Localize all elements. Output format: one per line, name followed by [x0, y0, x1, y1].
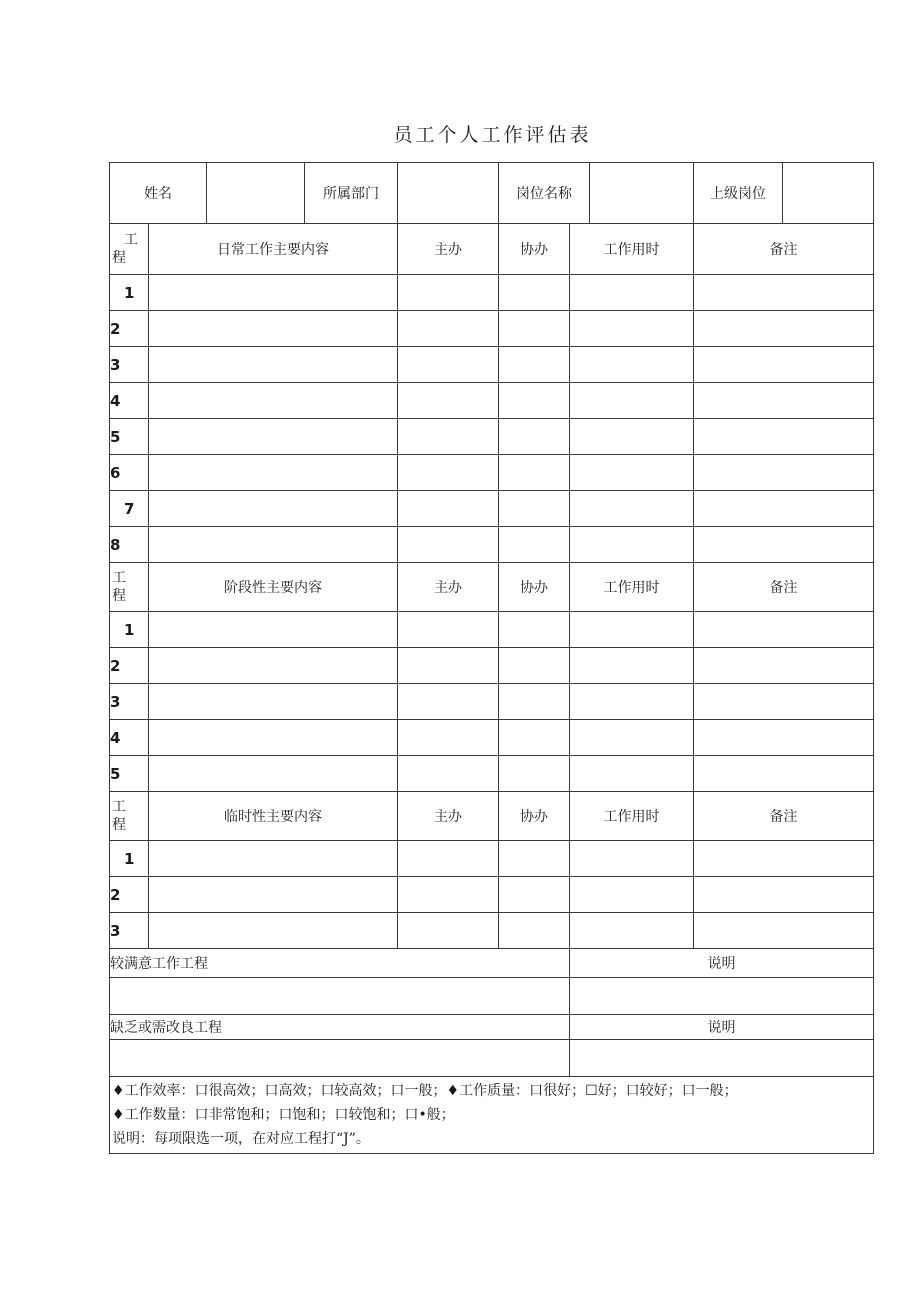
improve-label: 缺乏或需改良工程 [110, 1015, 570, 1040]
table-row [110, 275, 874, 311]
hours-cell[interactable] [570, 877, 694, 913]
assist-cell[interactable] [499, 527, 570, 563]
page-title: 员工个人工作评估表 [393, 124, 592, 146]
notes-cell[interactable] [694, 347, 874, 383]
name-label: 姓名 [110, 163, 207, 224]
table-row [110, 491, 874, 527]
assist-cell[interactable] [499, 913, 570, 949]
row-number: 6 [110, 455, 149, 491]
table-row [110, 347, 874, 383]
assist-column-header: 协办 [499, 224, 570, 275]
row-number: 1 [110, 612, 149, 648]
satisfied-input-row [110, 978, 874, 1015]
hours-cell[interactable] [570, 612, 694, 648]
hours-cell[interactable] [570, 491, 694, 527]
assist-cell[interactable] [499, 311, 570, 347]
hours-cell[interactable] [570, 347, 694, 383]
improve-field[interactable] [110, 1040, 570, 1077]
item-column-header: 工 程 [110, 563, 149, 612]
content-column-header: 日常工作主要内容 [149, 224, 398, 275]
lead-column-header: 主办 [398, 224, 499, 275]
assist-cell[interactable] [499, 612, 570, 648]
lead-cell[interactable] [398, 419, 499, 455]
content-cell[interactable] [149, 455, 398, 491]
notes-cell[interactable] [694, 275, 874, 311]
content-cell[interactable] [149, 527, 398, 563]
notes-column-header: 备注 [694, 563, 874, 612]
hours-cell[interactable] [570, 756, 694, 792]
satisfied-label: 较满意工作工程 [110, 949, 570, 978]
hours-cell[interactable] [570, 841, 694, 877]
notes-cell[interactable] [694, 612, 874, 648]
table-row [110, 383, 874, 419]
row-number: 4 [110, 383, 149, 419]
satisfied-header-row [110, 949, 874, 978]
table-row [110, 612, 874, 648]
hours-cell[interactable] [570, 419, 694, 455]
notes-cell[interactable] [694, 756, 874, 792]
hours-cell[interactable] [570, 720, 694, 756]
lead-cell[interactable] [398, 684, 499, 720]
lead-cell[interactable] [398, 527, 499, 563]
lead-cell[interactable] [398, 491, 499, 527]
content-cell[interactable] [149, 841, 398, 877]
row-number: 1 [110, 841, 149, 877]
content-column-header: 阶段性主要内容 [149, 563, 398, 612]
temporary-work-section [110, 792, 874, 949]
lead-cell[interactable] [398, 841, 499, 877]
content-cell[interactable] [149, 877, 398, 913]
improve-note-field[interactable] [570, 1040, 874, 1077]
content-cell[interactable] [149, 684, 398, 720]
row-number: 2 [110, 648, 149, 684]
department-field[interactable] [398, 163, 499, 224]
row-number: 7 [110, 491, 149, 527]
assist-cell[interactable] [499, 275, 570, 311]
lead-cell[interactable] [398, 383, 499, 419]
header-row [110, 163, 874, 224]
lead-cell[interactable] [398, 913, 499, 949]
notes-column-header: 备注 [694, 792, 874, 841]
row-number: 5 [110, 756, 149, 792]
table-row [110, 311, 874, 347]
assist-cell[interactable] [499, 877, 570, 913]
hours-column-header: 工作用时 [570, 792, 694, 841]
legend-row [110, 1077, 874, 1154]
assist-cell[interactable] [499, 684, 570, 720]
content-cell[interactable] [149, 720, 398, 756]
table-row [110, 455, 874, 491]
notes-column-header: 备注 [694, 224, 874, 275]
improve-header-row [110, 1015, 874, 1040]
row-number: 2 [110, 877, 149, 913]
table-row [110, 756, 874, 792]
content-cell[interactable] [149, 275, 398, 311]
content-cell[interactable] [149, 648, 398, 684]
hours-cell[interactable] [570, 311, 694, 347]
improve-input-row [110, 1040, 874, 1077]
department-label: 所属部门 [305, 163, 398, 224]
lead-cell[interactable] [398, 311, 499, 347]
content-cell[interactable] [149, 756, 398, 792]
content-cell[interactable] [149, 913, 398, 949]
notes-cell[interactable] [694, 455, 874, 491]
evaluation-form [109, 162, 874, 1154]
assist-cell[interactable] [499, 756, 570, 792]
name-field[interactable] [207, 163, 305, 224]
content-cell[interactable] [149, 612, 398, 648]
improve-note-label: 说明 [570, 1015, 874, 1040]
notes-cell[interactable] [694, 311, 874, 347]
notes-cell[interactable] [694, 684, 874, 720]
assist-cell[interactable] [499, 383, 570, 419]
position-field[interactable] [590, 163, 694, 224]
row-number: 8 [110, 527, 149, 563]
notes-cell[interactable] [694, 648, 874, 684]
row-number: 5 [110, 419, 149, 455]
assist-column-header: 协办 [499, 563, 570, 612]
superior-label: 上级岗位 [694, 163, 783, 224]
content-column-header: 临时性主要内容 [149, 792, 398, 841]
row-number: 2 [110, 311, 149, 347]
row-number: 4 [110, 720, 149, 756]
legend-line-efficiency-quality: ♦工作效率：口很高效；口高效；口较高效；口一般；♦工作质量：口很好；☐好；口较好；口一般； [112, 1083, 738, 1099]
notes-cell[interactable] [694, 419, 874, 455]
assist-cell[interactable] [499, 491, 570, 527]
assist-cell[interactable] [499, 648, 570, 684]
position-label: 岗位名称 [499, 163, 590, 224]
content-cell[interactable] [149, 311, 398, 347]
assist-cell[interactable] [499, 455, 570, 491]
legend-line-quantity: ♦工作数量：口非常饱和；口饱和；口较饱和；口•般； [112, 1107, 455, 1123]
lead-cell[interactable] [398, 455, 499, 491]
section-header-row [110, 792, 874, 841]
hours-column-header: 工作用时 [570, 563, 694, 612]
daily-work-section [110, 224, 874, 563]
item-column-header: 工 程 [110, 224, 149, 275]
lead-cell[interactable] [398, 720, 499, 756]
notes-cell[interactable] [694, 841, 874, 877]
notes-cell[interactable] [694, 527, 874, 563]
lead-cell[interactable] [398, 275, 499, 311]
table-row [110, 841, 874, 877]
lead-column-header: 主办 [398, 792, 499, 841]
row-number: 1 [110, 275, 149, 311]
lead-cell[interactable] [398, 648, 499, 684]
section-header-row [110, 563, 874, 612]
lead-cell[interactable] [398, 877, 499, 913]
hours-cell[interactable] [570, 527, 694, 563]
assist-cell[interactable] [499, 720, 570, 756]
lead-cell[interactable] [398, 347, 499, 383]
satisfied-note-label: 说明 [570, 949, 874, 978]
table-row [110, 720, 874, 756]
hours-cell[interactable] [570, 648, 694, 684]
lead-cell[interactable] [398, 756, 499, 792]
hours-cell[interactable] [570, 383, 694, 419]
satisfied-field[interactable] [110, 978, 570, 1015]
row-number: 3 [110, 347, 149, 383]
lead-column-header: 主办 [398, 563, 499, 612]
satisfied-note-field[interactable] [570, 978, 874, 1015]
hours-cell[interactable] [570, 913, 694, 949]
lead-cell[interactable] [398, 612, 499, 648]
table-row [110, 913, 874, 949]
hours-cell[interactable] [570, 684, 694, 720]
item-column-header: 工 程 [110, 792, 149, 841]
notes-cell[interactable] [694, 383, 874, 419]
assist-cell[interactable] [499, 841, 570, 877]
content-cell[interactable] [149, 347, 398, 383]
content-cell[interactable] [149, 491, 398, 527]
assist-cell[interactable] [499, 419, 570, 455]
rating-legend [110, 1077, 874, 1154]
assist-column-header: 协办 [499, 792, 570, 841]
table-row [110, 684, 874, 720]
section-header-row [110, 224, 874, 275]
notes-cell[interactable] [694, 720, 874, 756]
notes-cell[interactable] [694, 913, 874, 949]
legend-line-instructions: 说明：每项限选一项，在对应工程打“J”。 [112, 1131, 370, 1147]
phase-work-section [110, 563, 874, 792]
table-row [110, 419, 874, 455]
table-row [110, 648, 874, 684]
assist-cell[interactable] [499, 347, 570, 383]
hours-cell[interactable] [570, 455, 694, 491]
hours-column-header: 工作用时 [570, 224, 694, 275]
notes-cell[interactable] [694, 491, 874, 527]
hours-cell[interactable] [570, 275, 694, 311]
content-cell[interactable] [149, 419, 398, 455]
table-row [110, 877, 874, 913]
superior-field[interactable] [783, 163, 874, 224]
row-number: 3 [110, 684, 149, 720]
content-cell[interactable] [149, 383, 398, 419]
table-row [110, 527, 874, 563]
notes-cell[interactable] [694, 877, 874, 913]
row-number: 3 [110, 913, 149, 949]
